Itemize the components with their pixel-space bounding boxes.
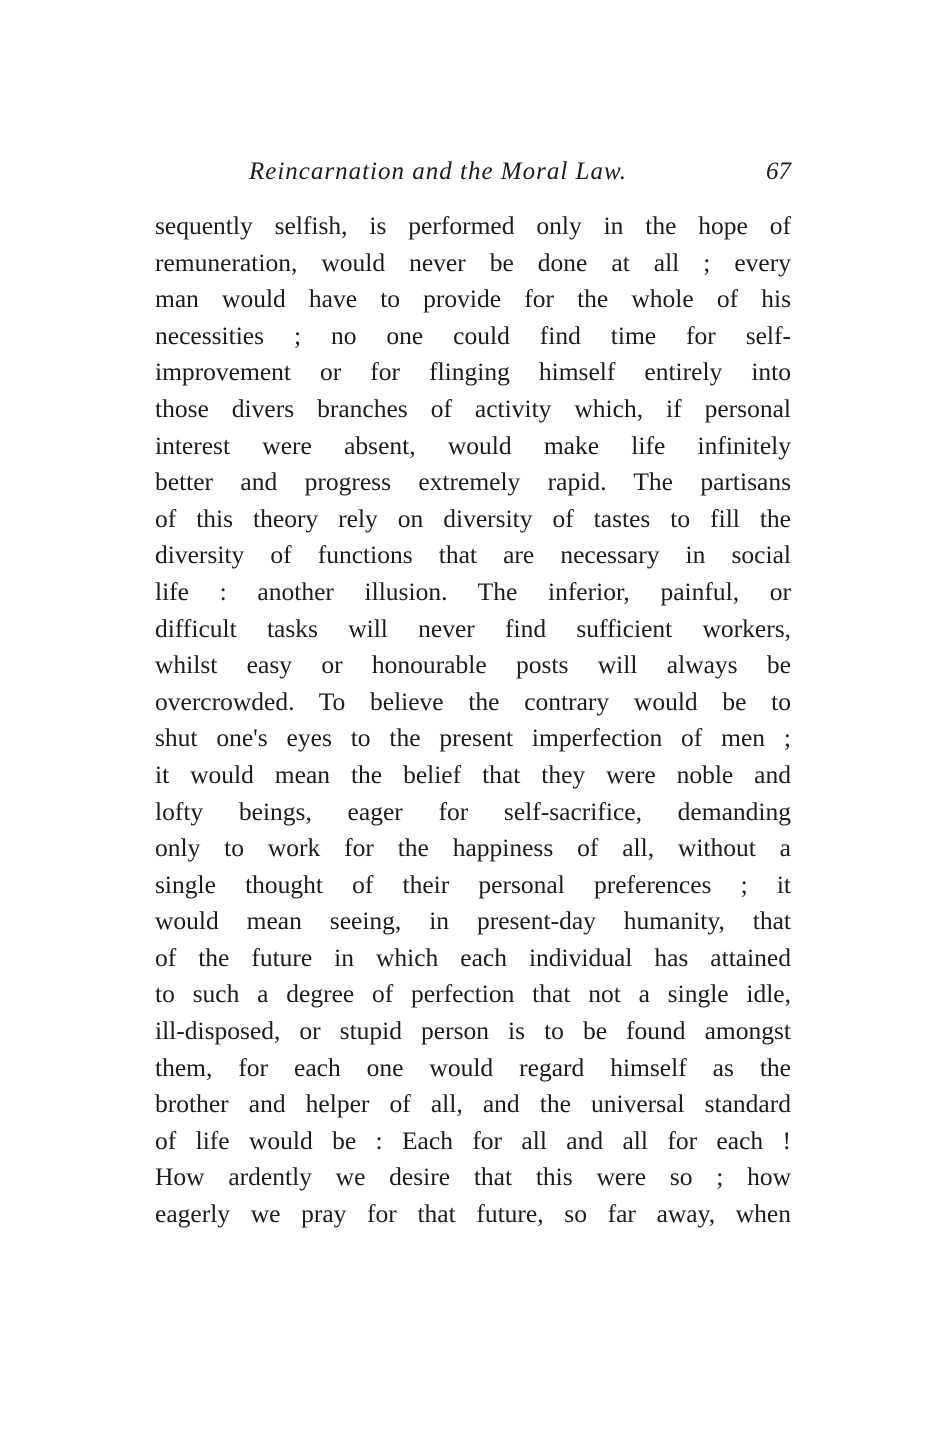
text-line: shut one's eyes to the present imperfection of men ; <box>155 723 791 753</box>
text-line: of this theory rely on diversity of tastes to fill the <box>155 503 791 533</box>
text-line: improvement or for flinging himself entirely into <box>155 357 791 387</box>
text-line: difficult tasks will never find sufficient workers, <box>155 613 791 643</box>
text-line: it would mean the belief that they were noble and <box>155 759 791 789</box>
text-line: of life would be : Each for all and all for each ! <box>155 1125 791 1155</box>
text-line: only to work for the happiness of all, without a <box>155 833 791 863</box>
text-line: of the future in which each individual has attained <box>155 942 791 972</box>
text-line: would mean seeing, in present-day humanity, that <box>155 906 791 936</box>
running-header <box>155 158 791 192</box>
text-line: man would have to provide for the whole of his <box>155 284 791 314</box>
text-line: single thought of their personal preferences ; it <box>155 869 791 899</box>
text-line: ill-disposed, or stupid person is to be found amongst <box>155 1016 791 1046</box>
text-line: How ardently we desire that this were so ; how <box>155 1162 791 1192</box>
text-line: lofty beings, eager for self-sacrifice, demanding <box>155 796 791 826</box>
text-line: overcrowded. To believe the contrary would be to <box>155 686 791 716</box>
text-line: interest were absent, would make life infinitely <box>155 430 791 460</box>
text-line: necessities ; no one could find time for self- <box>155 320 791 350</box>
text-line: those divers branches of activity which, if personal <box>155 393 791 423</box>
page-number: 67 <box>766 158 791 185</box>
text-line: diversity of functions that are necessary in social <box>155 540 791 570</box>
text-line: better and progress extremely rapid. The partisans <box>155 467 791 497</box>
text-line: eagerly we pray for that future, so far away, when <box>155 1199 791 1229</box>
text-line: them, for each one would regard himself as the <box>155 1052 791 1082</box>
running-title: Reincarnation and the Moral Law. <box>248 158 628 185</box>
text-line: life : another illusion. The inferior, painful, or <box>155 576 791 606</box>
text-line: brother and helper of all, and the universal standard <box>155 1089 791 1119</box>
text-line: to such a degree of perfection that not a single idle, <box>155 979 791 1009</box>
body-text-block <box>155 208 791 1233</box>
text-line: whilst easy or honourable posts will always be <box>155 650 791 680</box>
text-line: sequently selfish, is performed only in the hope of <box>155 211 791 240</box>
text-line: remuneration, would never be done at all ; every <box>155 247 791 277</box>
